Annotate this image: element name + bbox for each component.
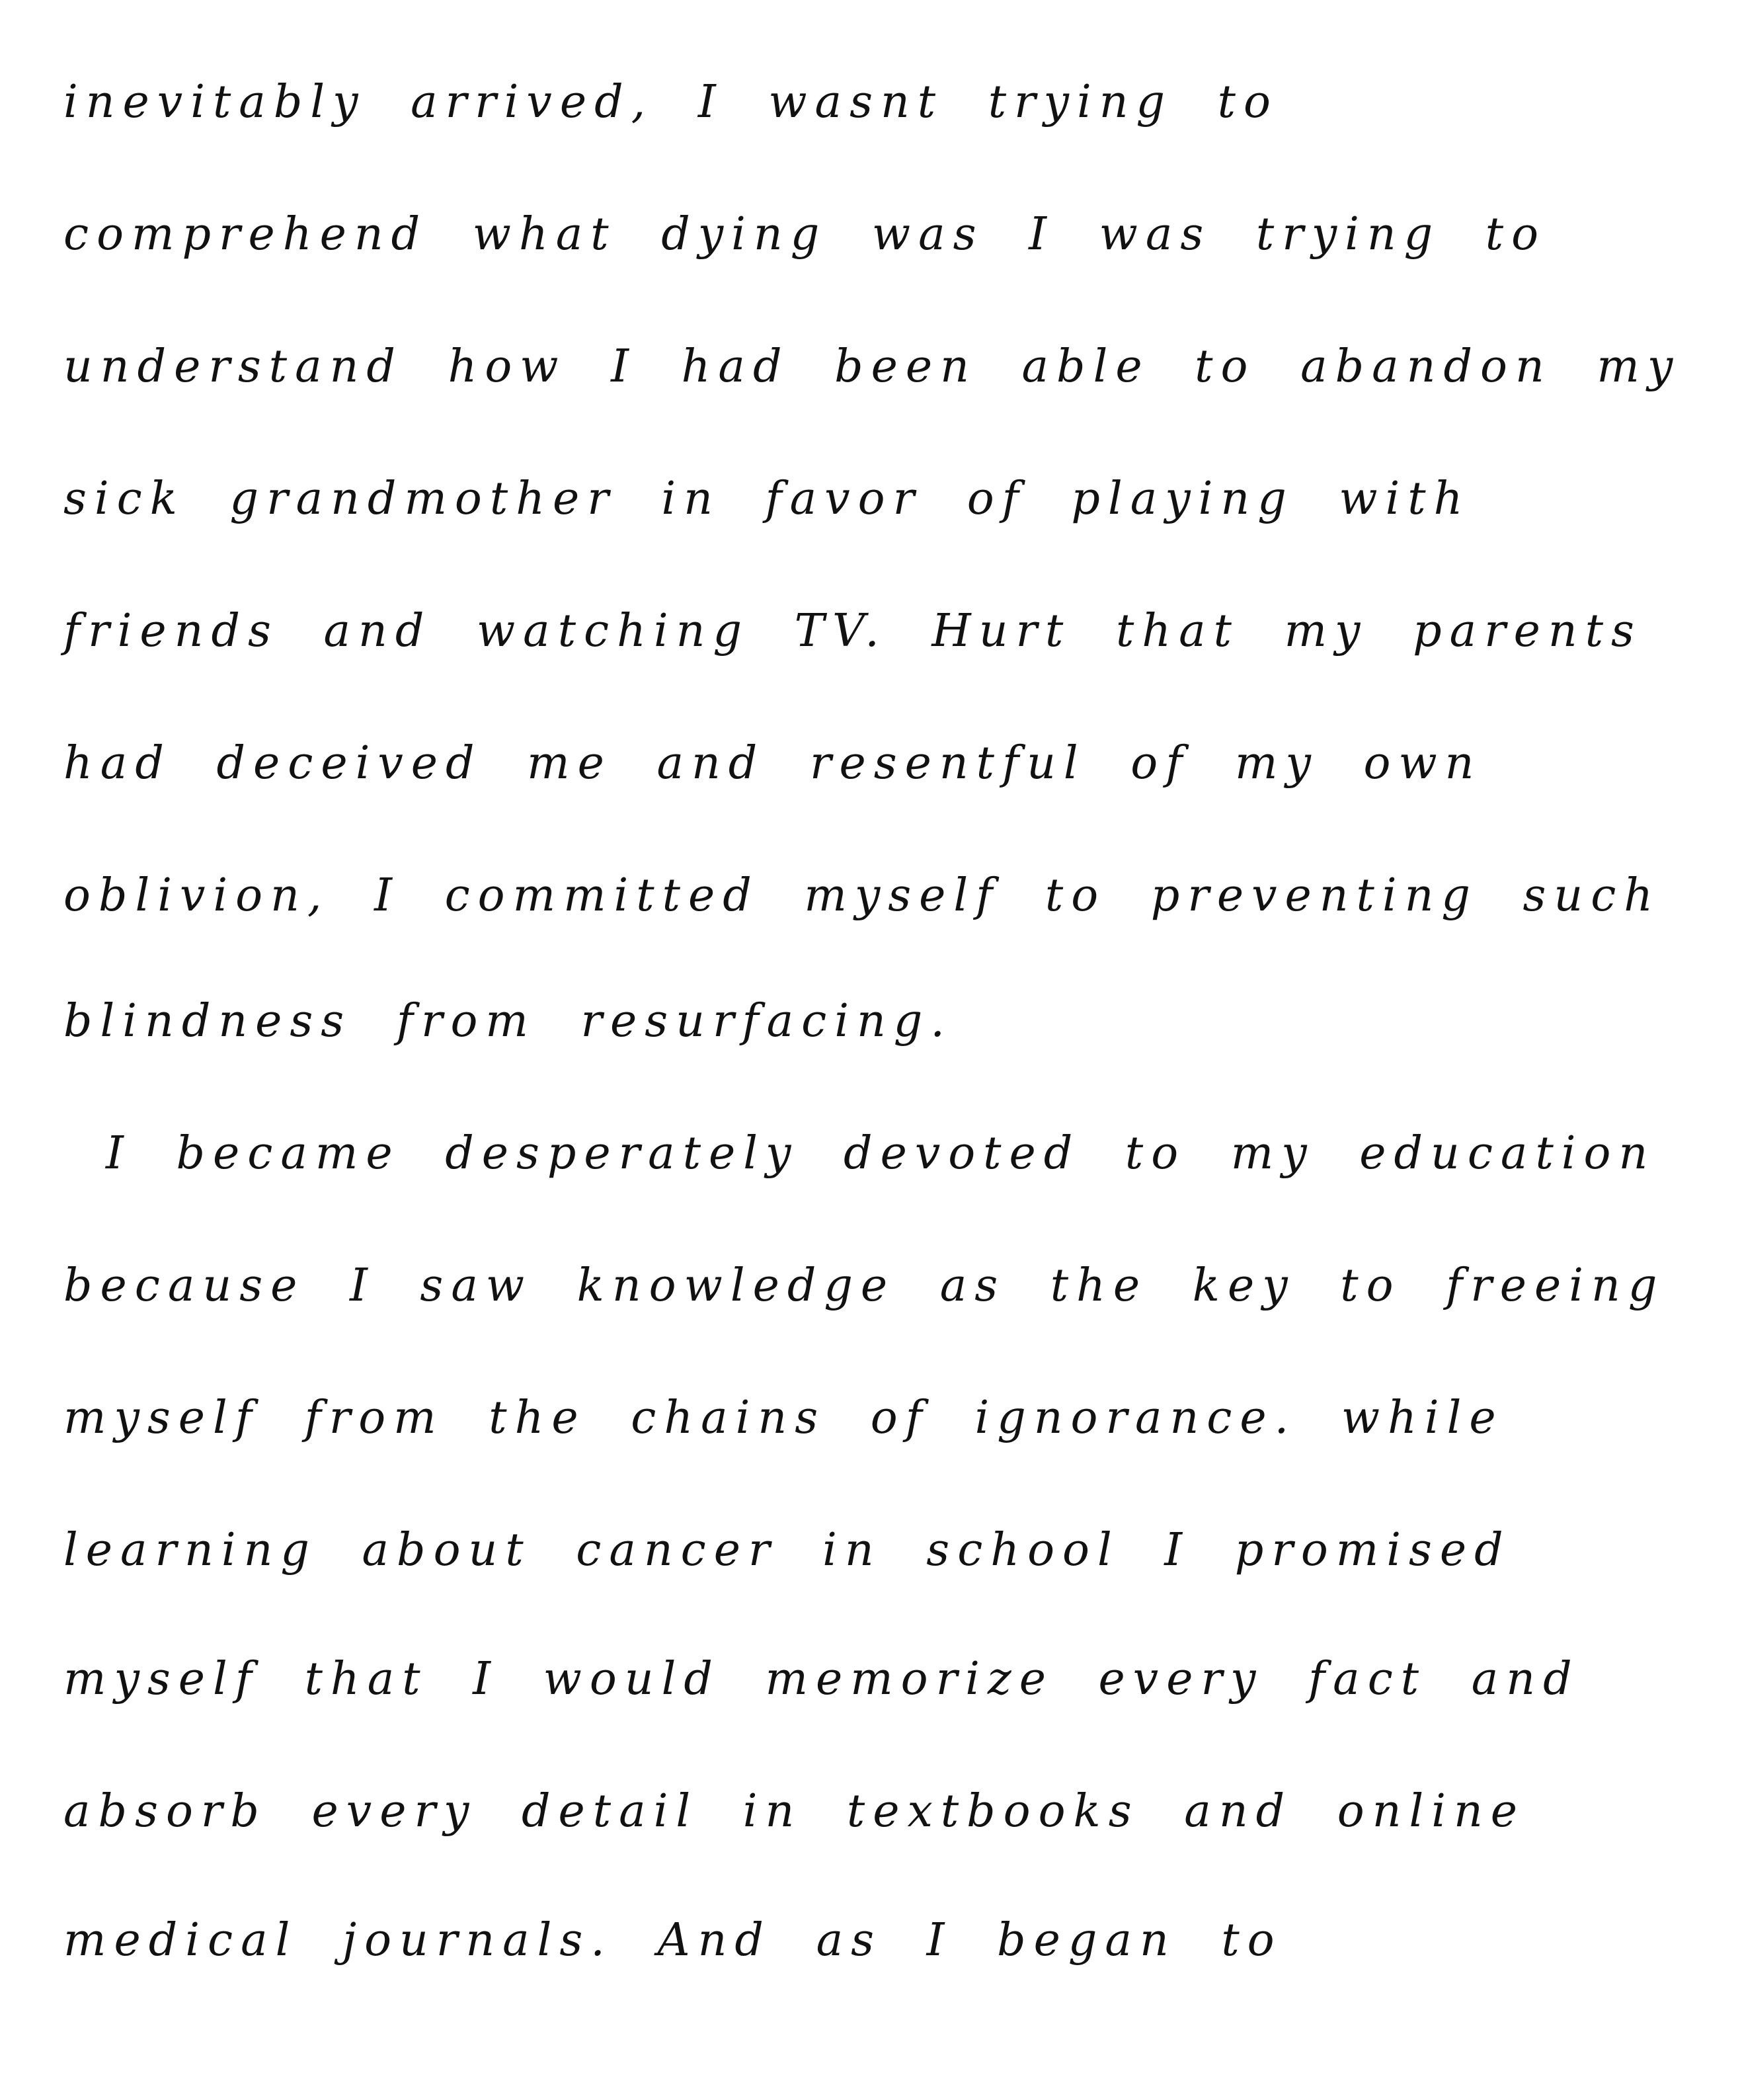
text-line-3: understand how I had been able to abandon my (63, 341, 1681, 393)
text-line-5: friends and watching TV. Hurt that my parents (63, 605, 1642, 657)
text-line-10: because I saw knowledge as the key to freeing (63, 1260, 1665, 1312)
text-line-8: blindness from resurfacing. (63, 995, 953, 1047)
text-line-13: myself that I would memorize every fact and (63, 1653, 1580, 1705)
text-line-11: myself from the chains of ignorance. while (63, 1392, 1504, 1444)
text-line-15: medical journals. And as I began to (63, 1914, 1283, 1966)
text-line-14: absorb every detail in textbooks and online (63, 1785, 1526, 1838)
text-line-12: learning about cancer in school I promised (63, 1524, 1511, 1576)
text-line-1: inevitably arrived, I wasnt trying to (63, 76, 1279, 128)
text-line-4: sick grandmother in favor of playing with (63, 473, 1471, 525)
text-line-2: comprehend what dying was I was trying to (63, 208, 1547, 261)
text-line-6: had deceived me and resentful of my own (63, 737, 1482, 789)
text-line-9: I became desperately devoted to my education (106, 1127, 1656, 1180)
text-line-7: oblivion, I committed myself to preventing such (63, 869, 1661, 922)
